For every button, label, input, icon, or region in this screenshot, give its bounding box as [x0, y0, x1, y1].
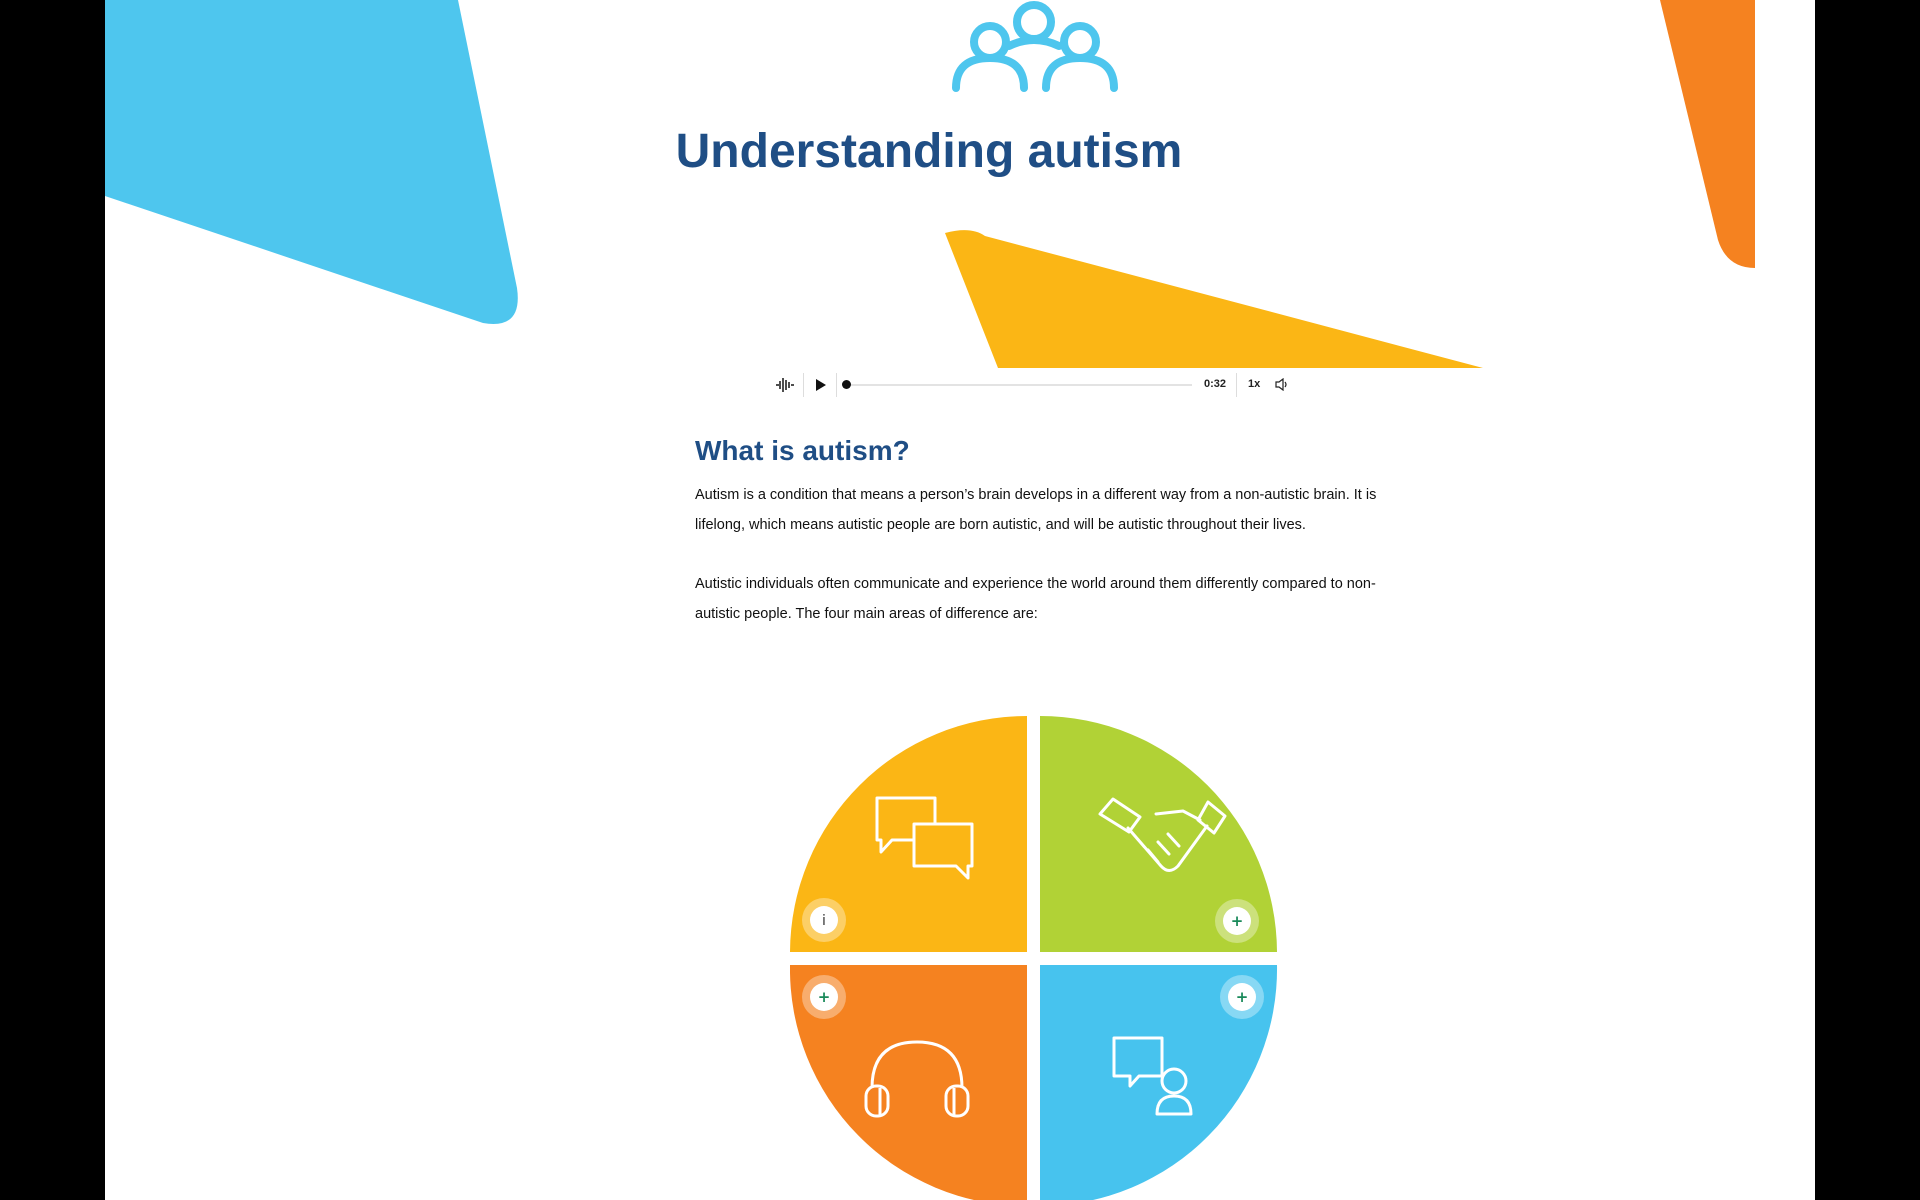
play-button[interactable] [812, 377, 828, 393]
progress-handle[interactable] [842, 380, 851, 389]
yellow-shape [945, 230, 1483, 368]
plus-hotspot[interactable] [802, 975, 846, 1019]
playback-speed-button[interactable]: 1x [1248, 378, 1261, 390]
people-icon [950, 0, 1120, 95]
section-heading: What is autism? [695, 435, 910, 466]
svg-text:+: + [1235, 988, 1249, 1006]
svg-text:+: + [817, 988, 831, 1006]
quadrant-flexibility[interactable] [1040, 965, 1277, 1200]
info-hotspot[interactable] [802, 898, 846, 942]
divider [1236, 373, 1237, 397]
page [105, 0, 1815, 1200]
paragraph: Autism is a condition that means a person’s brain develops in a different way from a non-autistic brain. It is lifelong, which means autistic people are born autistic, and will be autistic throughout their lives. [695, 487, 1377, 533]
page-title: Understanding autism [675, 125, 1183, 178]
divider [803, 373, 804, 397]
areas-of-difference-diagram [790, 716, 1280, 1200]
plus-hotspot[interactable] [1215, 899, 1259, 943]
audio-player [770, 369, 1290, 401]
quadrant-social-interaction[interactable] [1040, 716, 1277, 952]
svg-text:i: i [822, 913, 826, 929]
quadrant-sensory[interactable] [790, 965, 1027, 1200]
progress-track[interactable] [849, 384, 1192, 386]
audio-time: 0:32 [1204, 378, 1227, 390]
paragraph: Autistic individuals often communicate and experience the world around them differently compared to non-autistic people. The four main areas of difference are: [695, 576, 1376, 622]
svg-text:+: + [1230, 912, 1244, 930]
divider [836, 373, 837, 397]
quadrant-communication[interactable] [790, 716, 1027, 952]
main-content [695, 435, 1385, 659]
plus-hotspot[interactable] [1220, 975, 1264, 1019]
waveform-icon [775, 377, 795, 393]
volume-icon[interactable] [1275, 378, 1289, 391]
